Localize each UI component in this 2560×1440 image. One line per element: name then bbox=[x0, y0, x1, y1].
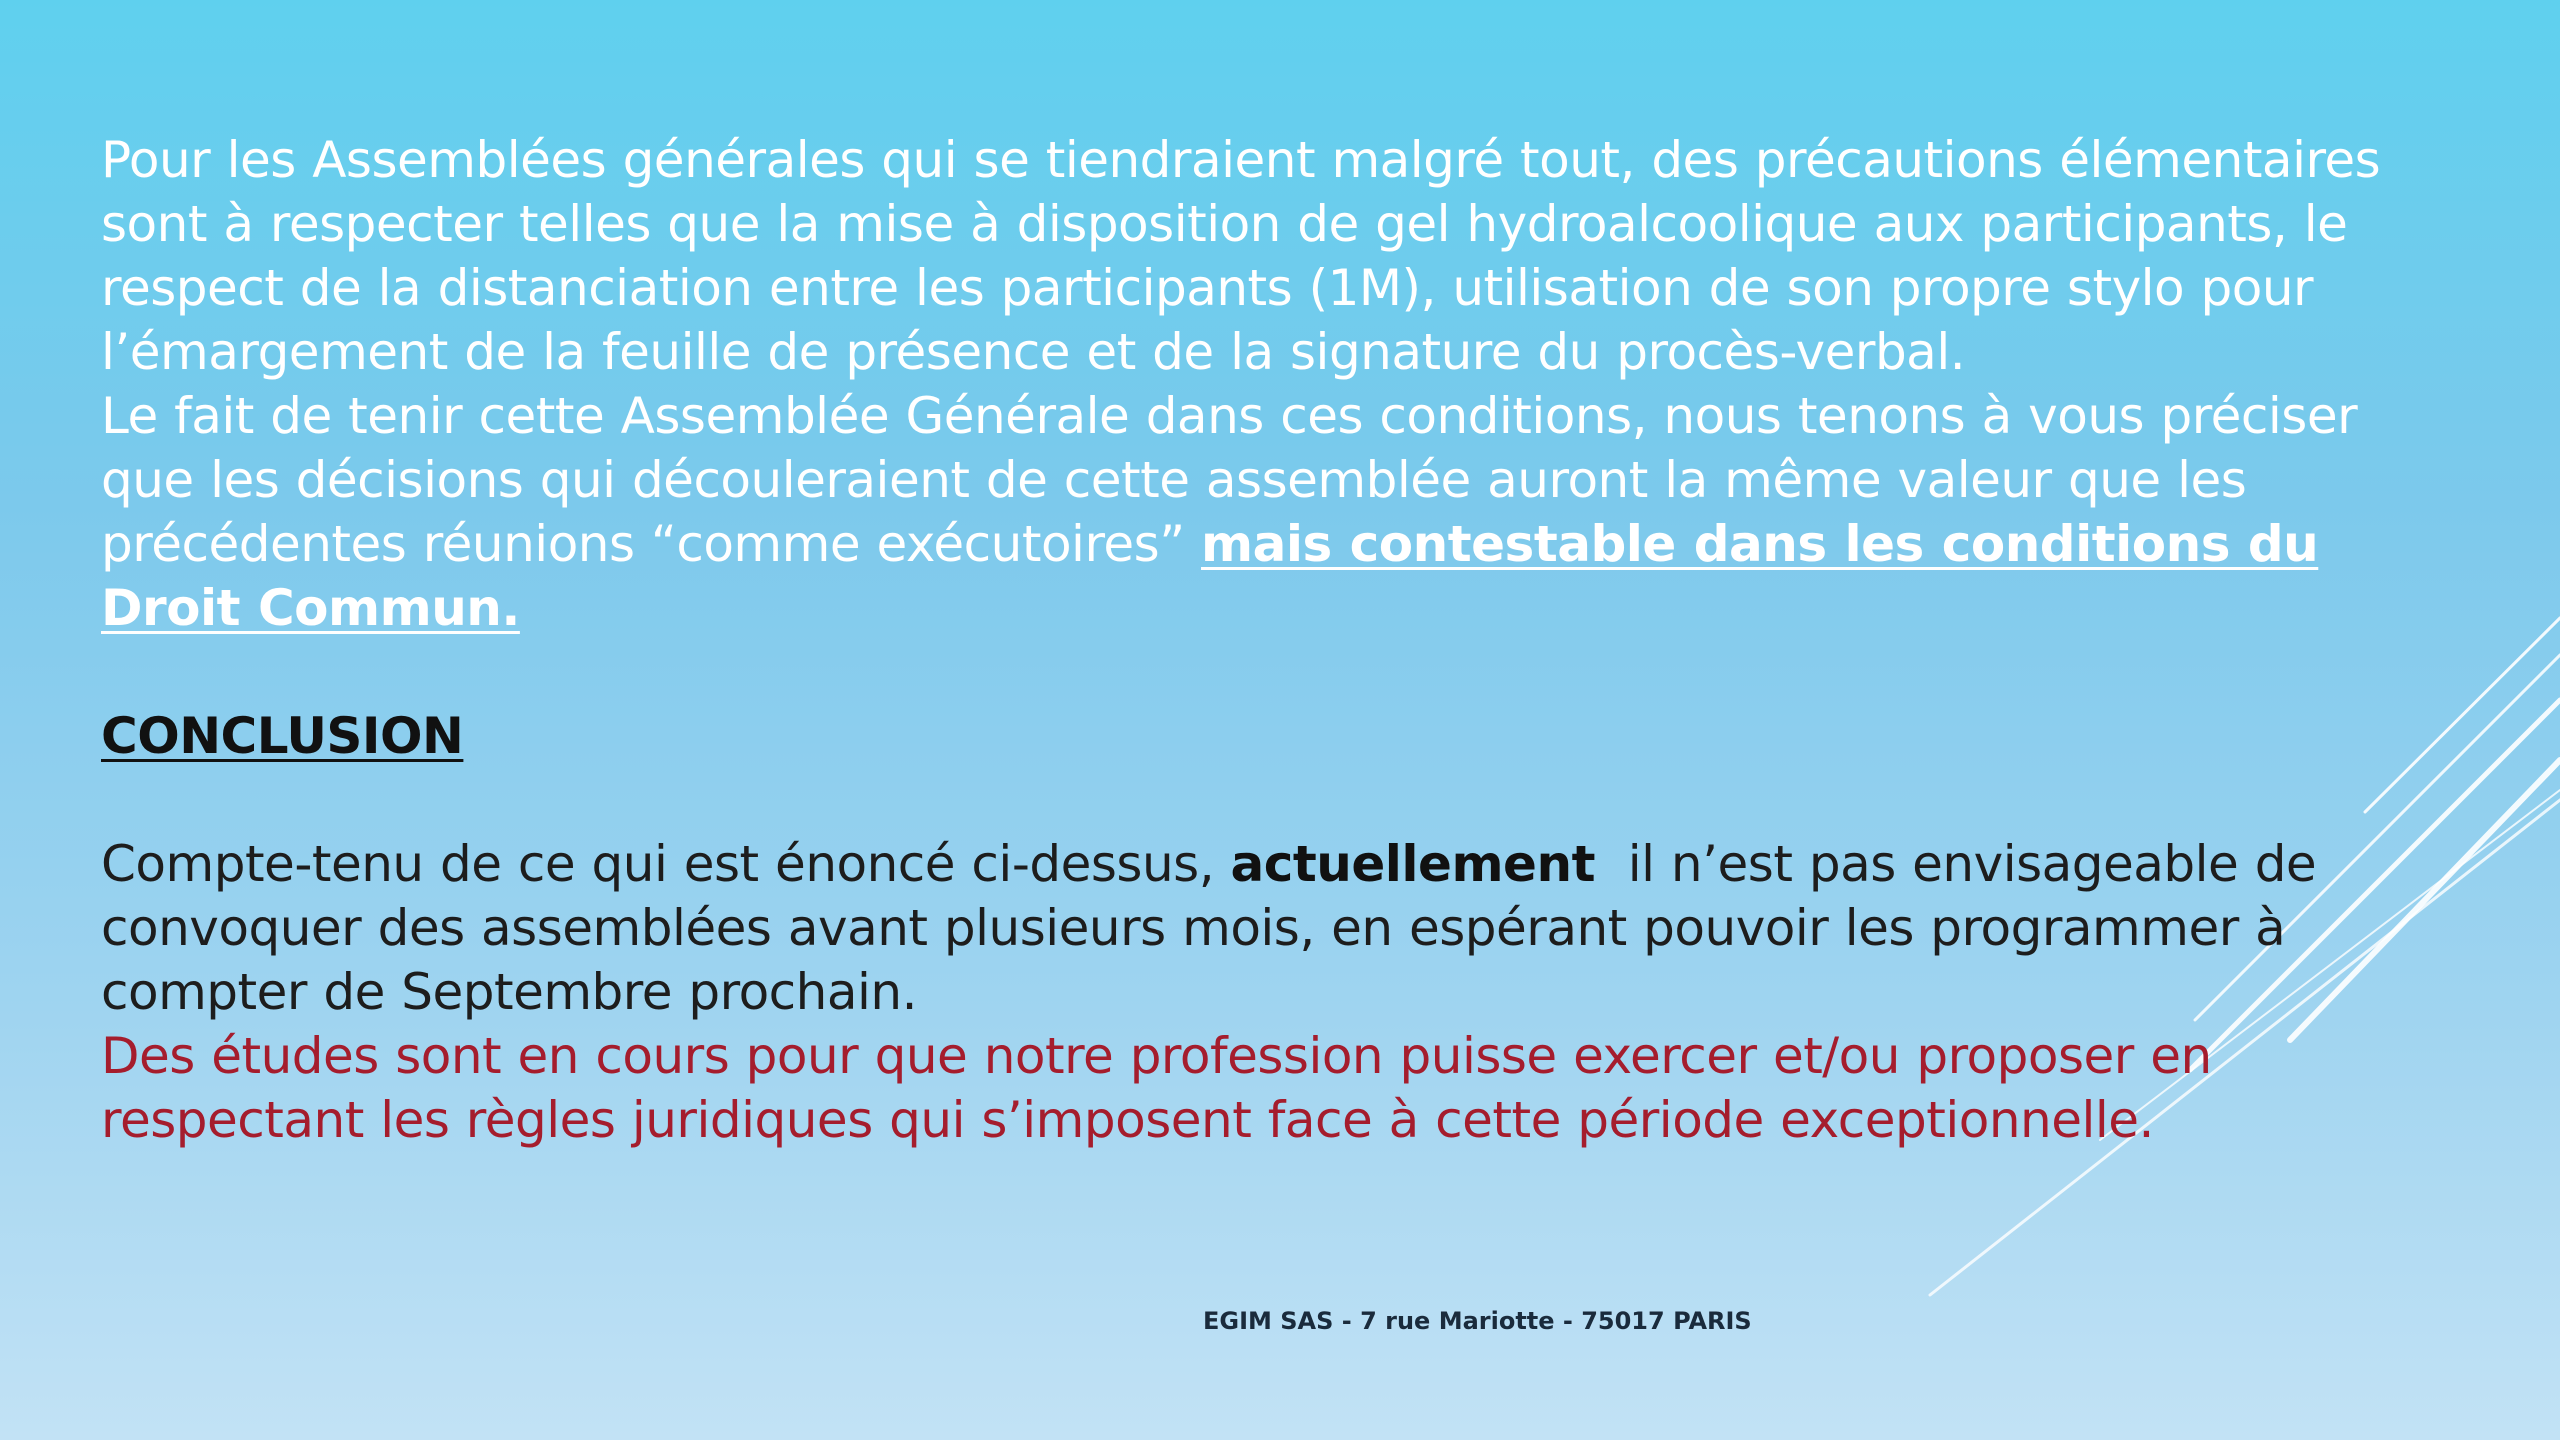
precautions-paragraph bbox=[101, 128, 2431, 384]
conclusion-bold-word: actuellement bbox=[1230, 835, 1595, 893]
conclusion-heading: CONCLUSION bbox=[101, 707, 464, 765]
slide-body bbox=[101, 128, 2431, 1152]
studies-text: Des études sont en cours pour que notre profession puisse exercer et/ou proposer en respectant les règles juridiques qui s’imposent face à cette période exceptionnelle. bbox=[101, 1027, 2212, 1149]
validity-paragraph bbox=[101, 384, 2431, 640]
spacer bbox=[101, 768, 2431, 832]
precautions-text: Pour les Assemblées générales qui se tiendraient malgré tout, des précautions élémentaires sont à respecter telles que la mise à disposition de gel hydroalcoolique aux participants, le respect de la distanciation entre les participants (1M), utilisation de son propre stylo pour l’émargement de la feuille de présence et de la signature du procès-verbal. bbox=[101, 131, 2381, 381]
validity-text: Le fait de tenir cette Assemblée Générale dans ces conditions, nous tenons à vous préciser que les décisions qui découleraient de cette assemblée auront la même valeur que les précédentes réunions “comme exécutoires” bbox=[101, 387, 2358, 573]
conclusion-text-end: il n’est pas envisageable de convoquer des assemblées avant plusieurs mois, en espérant pouvoir les programmer à compter de Septembre prochain. bbox=[101, 835, 2333, 1021]
validity-emphasis: mais contestable dans les conditions du Droit Commun. bbox=[101, 515, 2319, 637]
footer-address: EGIM SAS - 7 rue Mariotte - 75017 PARIS bbox=[1203, 1307, 1752, 1335]
studies-paragraph bbox=[101, 1024, 2431, 1152]
conclusion-text-start: Compte-tenu de ce qui est énoncé ci-dessus, bbox=[101, 835, 1231, 893]
conclusion-paragraph bbox=[101, 832, 2431, 1024]
